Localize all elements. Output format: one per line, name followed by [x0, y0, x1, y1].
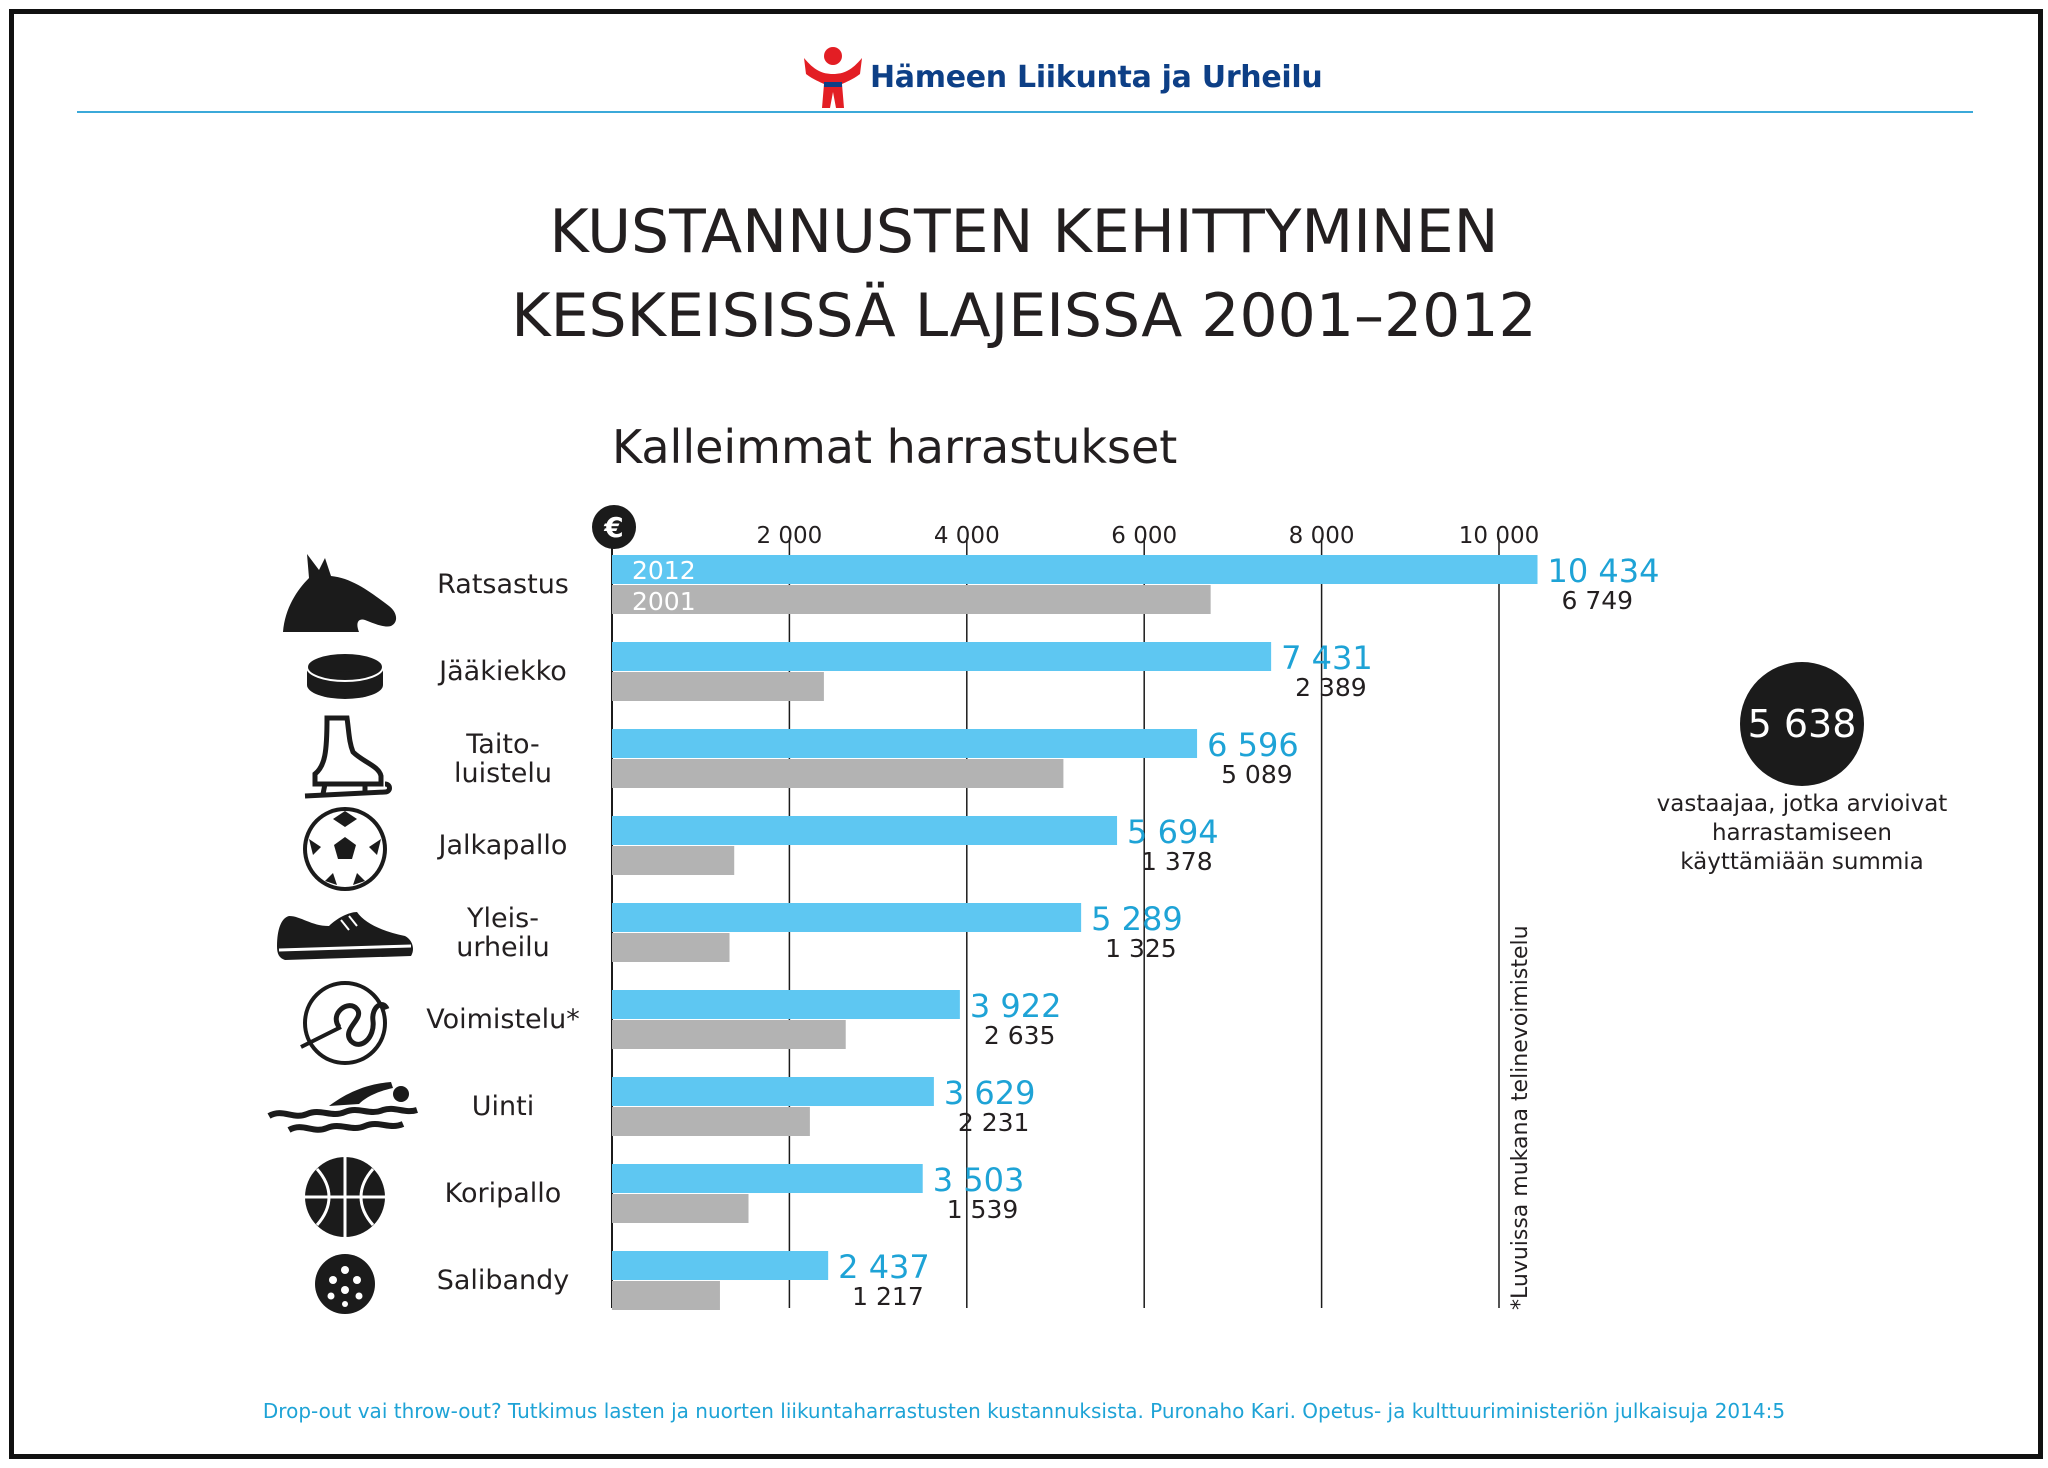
value-label-2012-voimistelu: 3 922 — [969, 987, 1062, 1025]
bar-2012-voimistelu — [612, 990, 960, 1019]
bar-2012-koripallo — [612, 1164, 923, 1193]
figure-skate-icon — [305, 718, 390, 796]
category-label-taitoluistelu-1: Taito- — [466, 729, 540, 760]
tick-label-4000: 4 000 — [933, 523, 1000, 549]
value-label-2001-taitoluistelu: 5 089 — [1221, 760, 1293, 789]
chart-title: Kalleimmat harrastukset — [612, 420, 1178, 474]
bar-2012-taitoluistelu — [612, 729, 1197, 758]
bar-2012-ratsastus — [612, 555, 1537, 584]
value-label-2001-jaakiekko: 2 389 — [1295, 673, 1367, 702]
bar-2012-uinti — [612, 1077, 934, 1106]
category-label-salibandy: Salibandy — [436, 1265, 570, 1296]
hockey-puck-icon — [307, 653, 383, 699]
category-label-yleisurheilu-2: urheilu — [456, 932, 550, 963]
respondents-caption — [1620, 790, 1984, 877]
bar-2001-jalkapallo — [612, 846, 734, 875]
euro-icon — [592, 505, 636, 549]
bar-2012-jaakiekko — [612, 642, 1271, 671]
respondents-caption-line-2: harrastamiseen — [1711, 820, 1893, 846]
bar-2012-jalkapallo — [612, 816, 1117, 845]
gymnastics-ribbon-icon — [301, 983, 387, 1063]
page-title-line-2: KESKEISISSÄ LAJEISSA 2001–2012 — [511, 281, 1537, 351]
respondents-count-badge: 5 638 — [1740, 662, 1864, 786]
value-label-2012-jaakiekko: 7 431 — [1281, 639, 1373, 677]
category-label-uinti: Uinti — [471, 1091, 535, 1122]
page-title-line-1: KUSTANNUSTEN KEHITTYMINEN — [549, 197, 1499, 267]
value-label-2012-jalkapallo: 5 694 — [1127, 813, 1219, 851]
value-label-2001-yleisurheilu: 1 325 — [1105, 934, 1177, 963]
currency-symbol: € — [604, 511, 624, 544]
bar-2012-salibandy — [612, 1251, 828, 1280]
horse-head-icon — [283, 554, 396, 632]
value-label-2001-ratsastus: 6 749 — [1561, 586, 1634, 615]
value-label-2012-taitoluistelu: 6 596 — [1207, 726, 1299, 764]
value-label-2001-jalkapallo: 1 378 — [1141, 847, 1213, 876]
value-label-2012-yleisurheilu: 5 289 — [1091, 900, 1183, 938]
floorball-icon — [315, 1254, 375, 1314]
footnote: *Luvuissa mukana telinevoimistelu — [1508, 925, 1533, 1310]
respondents-caption-line-3: käyttämiään summia — [1680, 849, 1924, 875]
running-shoe-icon — [277, 912, 413, 960]
swimmer-icon — [269, 1082, 417, 1130]
category-label-jalkapallo: Jalkapallo — [438, 830, 568, 861]
value-label-2001-uinti: 2 231 — [957, 1108, 1030, 1137]
category-label-ratsastus: Ratsastus — [437, 569, 569, 600]
bar-2001-voimistelu — [612, 1020, 846, 1049]
value-label-2001-voimistelu: 2 635 — [983, 1021, 1056, 1050]
logo-text: Hämeen Liikunta ja Urheilu — [870, 59, 1323, 95]
value-label-2012-ratsastus: 10 434 — [1547, 552, 1660, 590]
legend-2012: 2012 — [632, 556, 696, 585]
bar-2001-jaakiekko — [612, 672, 824, 701]
value-label-2012-uinti: 3 629 — [943, 1074, 1036, 1112]
bar-2012-yleisurheilu — [612, 903, 1081, 932]
tick-label-2000: 2 000 — [756, 523, 823, 549]
bar-2001-salibandy — [612, 1281, 720, 1310]
soccer-ball-icon — [303, 807, 387, 891]
source-citation: Drop-out vai throw-out? Tutkimus lasten ja nuorten liikuntaharrastusten kustannuksista. Puronaho Kari. Opetus- ja kulttuuriministeriön julkaisuja 2014:5 — [262, 1399, 1786, 1423]
category-label-voimistelu: Voimistelu* — [426, 1004, 580, 1035]
tick-label-8000: 8 000 — [1288, 523, 1355, 549]
value-label-2012-salibandy: 2 437 — [838, 1248, 930, 1286]
bar-2001-koripallo — [612, 1194, 749, 1223]
legend-2001: 2001 — [632, 587, 696, 616]
category-label-jaakiekko: Jääkiekko — [439, 656, 567, 687]
bar-2001-ratsastus — [612, 585, 1211, 614]
category-label-yleisurheilu-1: Yleis- — [467, 903, 539, 934]
basketball-icon — [305, 1157, 385, 1237]
value-label-2001-salibandy: 1 217 — [852, 1282, 924, 1311]
tick-label-10000: 10 000 — [1458, 523, 1540, 549]
category-label-taitoluistelu-2: luistelu — [454, 758, 552, 789]
bar-2001-uinti — [612, 1107, 810, 1136]
tick-label-6000: 6 000 — [1111, 523, 1178, 549]
respondents-caption-line-1: vastaajaa, jotka arvioivat — [1656, 791, 1948, 817]
category-label-koripallo: Koripallo — [444, 1178, 562, 1209]
value-label-2012-koripallo: 3 503 — [932, 1161, 1025, 1199]
bar-2001-taitoluistelu — [612, 759, 1063, 788]
value-label-2001-koripallo: 1 539 — [946, 1195, 1019, 1224]
bar-2001-yleisurheilu — [612, 933, 730, 962]
